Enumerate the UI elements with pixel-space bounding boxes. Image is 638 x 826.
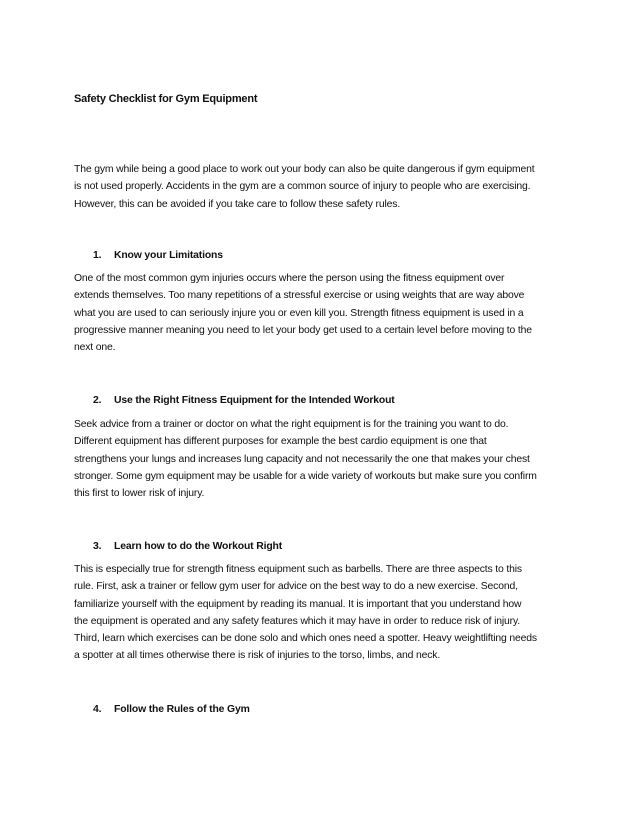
section-heading-text: Follow the Rules of the Gym xyxy=(114,704,250,715)
body-line: what you are used to can seriously injure you or even kill you. Strength fitness equipment is used in a xyxy=(74,307,524,319)
body-line: One of the most common gym injuries occurs where the person using the fitness equipment over xyxy=(74,273,505,284)
intro-line: However, this can be avoided if you take care to follow these safety rules. xyxy=(74,198,401,210)
section-heading-text: Know your Limitations xyxy=(114,250,223,261)
body-line: progressive manner meaning you need to let your body get used to a certain level before moving to the xyxy=(74,324,532,336)
body-line: extends themselves. Too many repetitions of a stressful exercise or using weights that are way above xyxy=(74,290,525,302)
body-line: strengthens your lungs and increases lung capacity and not necessarily the one that makes your chest xyxy=(74,453,530,465)
section-heading-text: Use the Right Fitness Equipment for the Intended Workout xyxy=(114,395,395,406)
section-number: 3. xyxy=(93,541,102,552)
document-title: Safety Checklist for Gym Equipment xyxy=(74,93,258,105)
body-line: the equipment is operated and any safety features which it may have in order to reduce risk of injury. xyxy=(74,615,520,627)
intro-line: The gym while being a good place to work out your body can also be quite dangerous if gym equipment xyxy=(74,164,535,175)
section-number: 2. xyxy=(93,395,102,406)
body-line: Third, learn which exercises can be done solo and which ones need a spotter. Heavy weightlifting needs xyxy=(74,633,537,645)
intro-line: is not used properly. Accidents in the gym are a common source of injury to people who are exercising. xyxy=(74,181,531,193)
section-body-3 xyxy=(74,561,570,665)
body-line: This is especially true for strength fitness equipment such as barbells. There are three aspects to this xyxy=(74,564,522,575)
section-heading-4 xyxy=(93,704,250,715)
section-body-1 xyxy=(74,270,570,356)
section-heading-1 xyxy=(93,250,223,261)
section-number: 4. xyxy=(93,704,102,715)
body-line: next one. xyxy=(74,342,116,354)
section-heading-2 xyxy=(93,395,395,406)
body-line: Seek advice from a trainer or doctor on what the right equipment is for the training you want to do. xyxy=(74,419,509,430)
body-line: stronger. Some gym equipment may be usable for a wide variety of workouts but make sure you confirm xyxy=(74,470,537,482)
section-heading-3 xyxy=(93,541,282,552)
section-number: 1. xyxy=(93,250,102,261)
body-line: this first to lower risk of injury. xyxy=(74,488,205,500)
section-body-2 xyxy=(74,416,570,502)
body-line: a spotter at all times otherwise there is risk of injuries to the torso, limbs, and neck. xyxy=(74,650,441,662)
body-line: familiarize yourself with the equipment by reading its manual. It is important that you understand how xyxy=(74,598,522,610)
intro-paragraph xyxy=(74,161,570,213)
body-line: rule. First, ask a trainer or fellow gym user for advice on the best way to do a new exercise. Second, xyxy=(74,581,518,593)
body-line: Different equipment has different purposes for example the best cardio equipment is one that xyxy=(74,436,487,448)
section-heading-text: Learn how to do the Workout Right xyxy=(114,541,283,552)
